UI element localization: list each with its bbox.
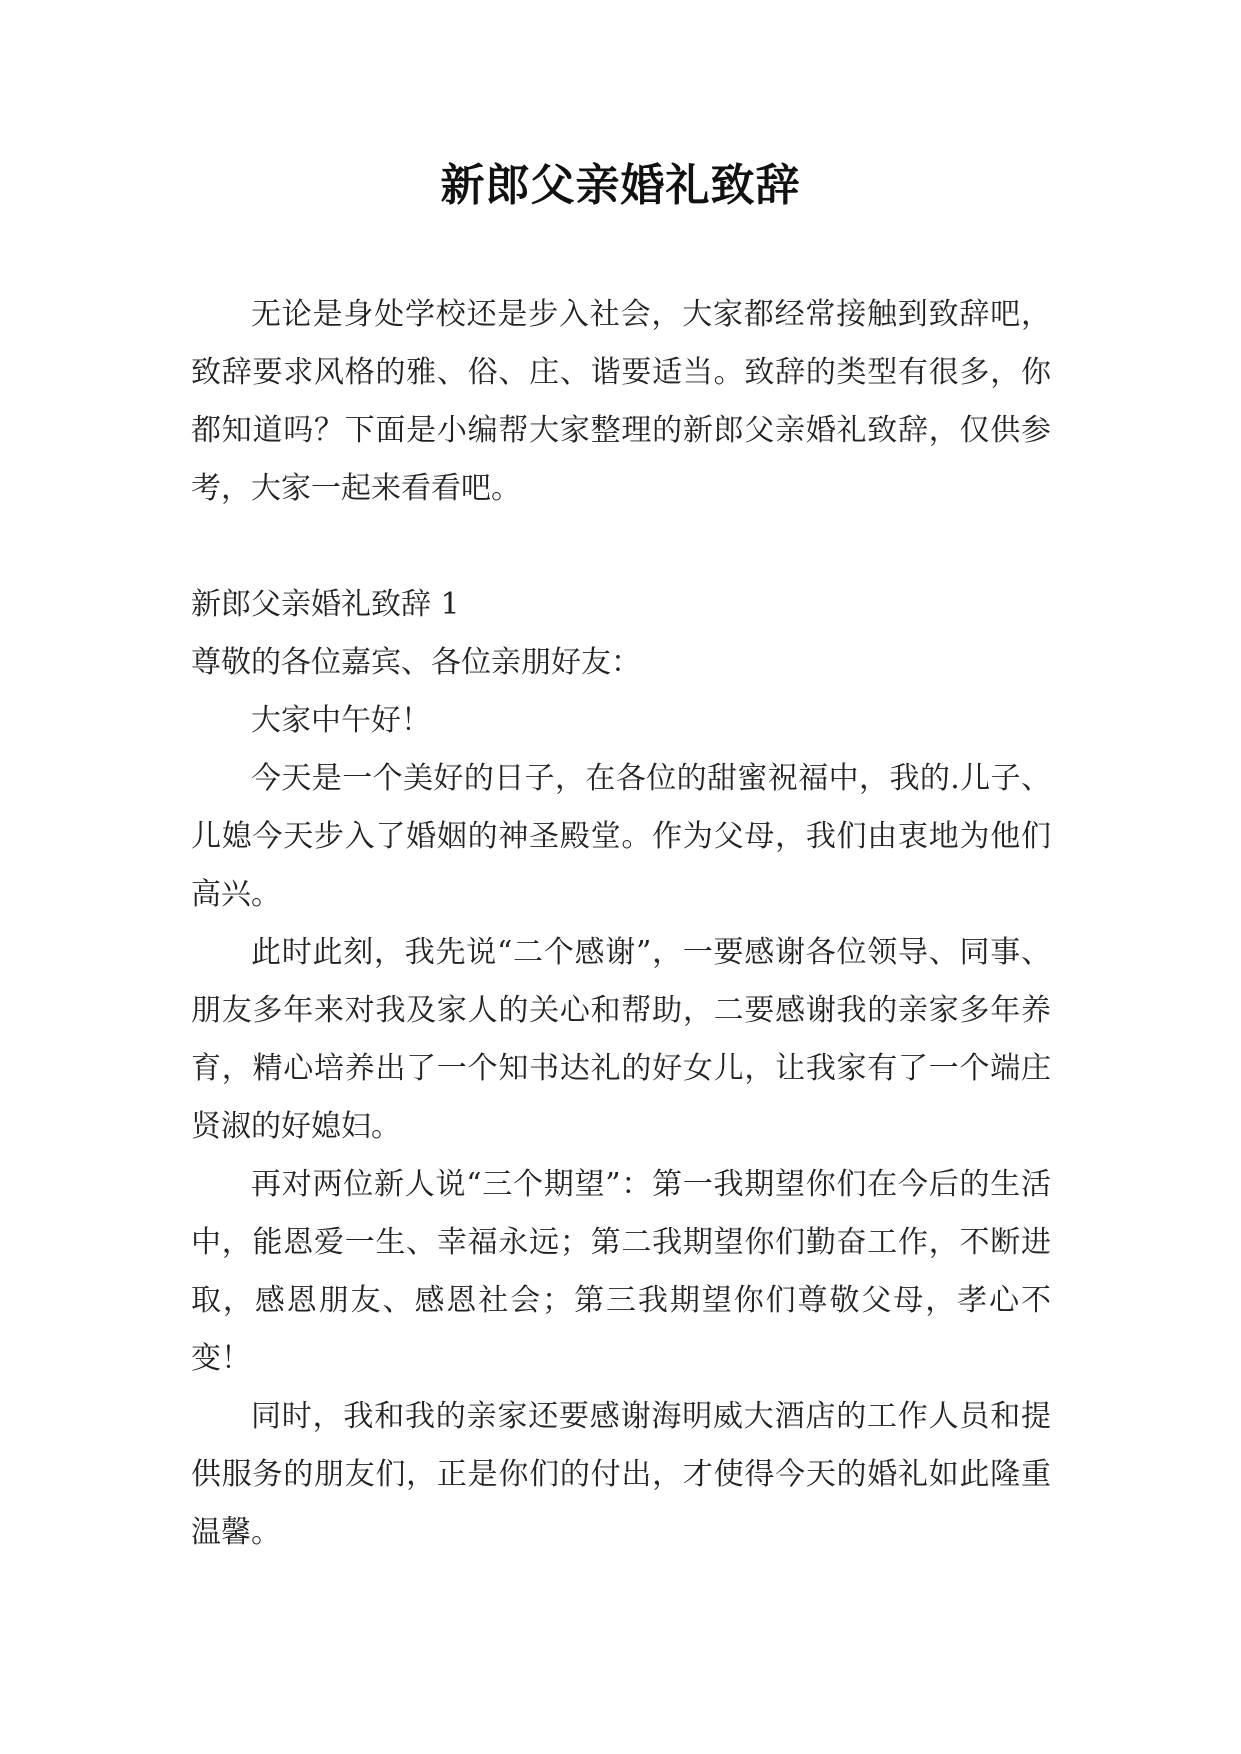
body-paragraph: 此时此刻，我先说“二个感谢”，一要感谢各位领导、同事、朋友多年来对我及家人的关心和帮助，二要感谢我的亲家多年养育，精心培养出了一个知书达礼的好女儿，让我家有了一个端庄贤淑的好媳妇。 <box>191 935 1051 1144</box>
body-paragraph: 大家中午好！ <box>251 703 431 738</box>
document-title: 新郎父亲婚礼致辞 <box>440 160 801 211</box>
salutation: 尊敬的各位嘉宾、各位亲朋好友： <box>191 645 641 680</box>
body-paragraph: 今天是一个美好的日子，在各位的甜蜜祝福中，我的.儿子、儿媳今天步入了婚姻的神圣殿堂。作为父母，我们由衷地为他们高兴。 <box>191 761 1051 912</box>
document-body <box>191 286 1051 1562</box>
intro-paragraph: 无论是身处学校还是步入社会，大家都经常接触到致辞吧，致辞要求风格的雅、俗、庄、谐要适当。致辞的类型有很多，你都知道吗？下面是小编帮大家整理的新郎父亲婚礼致辞，仅供参考，大家一起来看看吧。 <box>191 297 1051 506</box>
paragraph-spacer <box>191 518 1051 576</box>
body-paragraph: 再对两位新人说“三个期望”：第一我期望你们在今后的生活中，能恩爱一生、幸福永远；第二我期望你们勤奋工作，不断进取，感恩朋友、感恩社会；第三我期望你们尊敬父母，孝心不变！ <box>191 1167 1051 1376</box>
section-heading: 新郎父亲婚礼致辞 1 <box>191 587 460 622</box>
body-paragraph: 同时，我和我的亲家还要感谢海明威大酒店的工作人员和提供服务的朋友们，正是你们的付出，才使得今天的婚礼如此隆重温馨。 <box>191 1399 1051 1550</box>
